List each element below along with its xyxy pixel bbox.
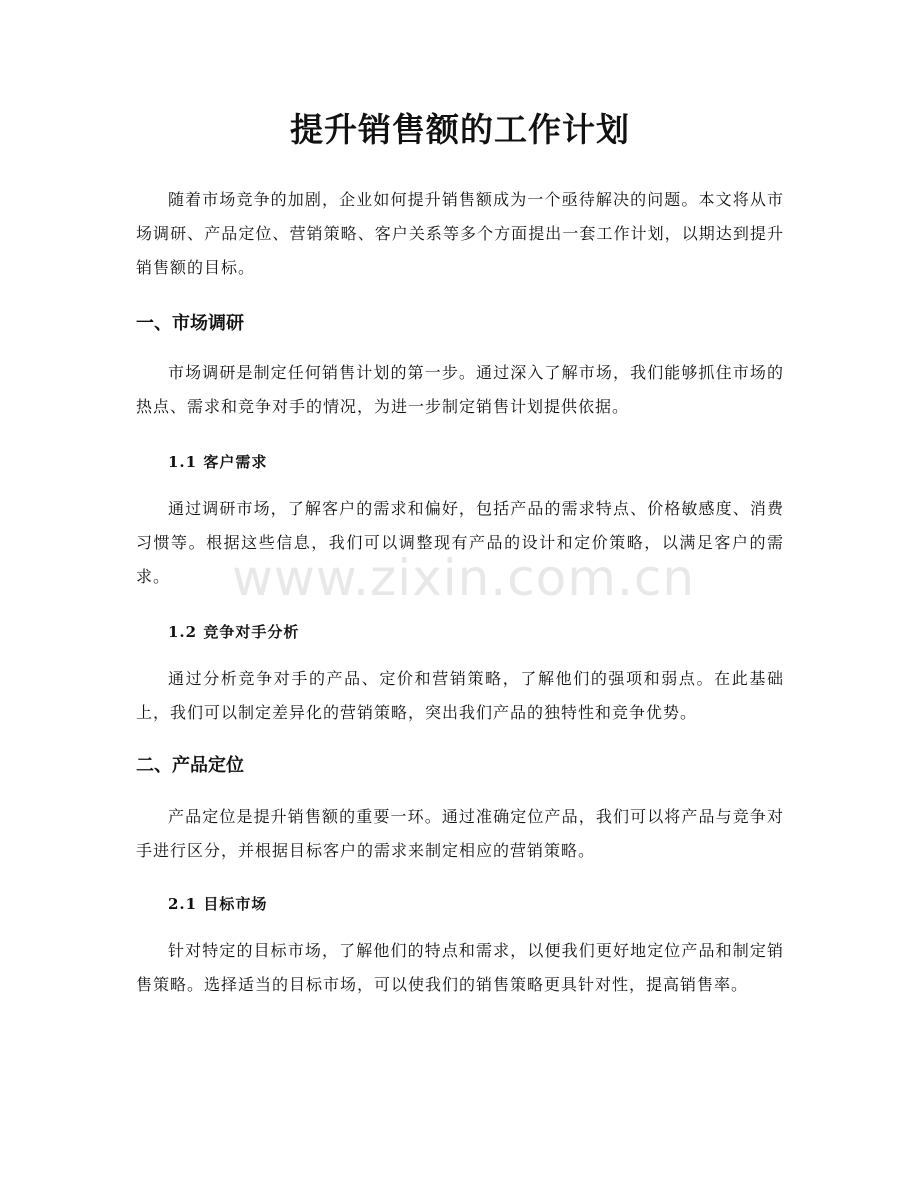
- document-title: 提升销售额的工作计划: [290, 110, 630, 149]
- section-2-paragraph: 产品定位是提升销售额的重要一环。通过准确定位产品，我们可以将产品与竞争对手进行区分，并根据目标客户的需求来制定相应的营销策略。: [136, 807, 784, 860]
- section-1-paragraph: 市场调研是制定任何销售计划的第一步。通过深入了解市场，我们能够抓住市场的热点、需求和竞争对手的情况，为进一步制定销售计划提供依据。: [136, 363, 784, 416]
- intro-paragraph: 随着市场竞争的加剧，企业如何提升销售额成为一个亟待解决的问题。本文将从市场调研、产品定位、营销策略、客户关系等多个方面提出一套工作计划，以期达到提升销售额的目标。: [136, 190, 784, 277]
- subsection-1-2-paragraph: 通过分析竞争对手的产品、定价和营销策略，了解他们的强项和弱点。在此基础上，我们可以制定差异化的营销策略，突出我们产品的独特性和竞争优势。: [136, 669, 784, 722]
- subsection-1-2-heading: 1.2 竞争对手分析: [168, 623, 300, 641]
- subsection-1-1-heading: 1.1 客户需求: [168, 453, 268, 471]
- subsection-2-1-heading: 2.1 目标市场: [168, 895, 268, 913]
- subsection-2-1-paragraph: 针对特定的目标市场，了解他们的特点和需求，以便我们更好地定位产品和制定销售策略。选择适当的目标市场，可以使我们的销售策略更具针对性，提高销售率。: [136, 941, 784, 994]
- section-2-heading: 二、产品定位: [136, 755, 244, 776]
- subsection-1-1-paragraph: 通过调研市场，了解客户的需求和偏好，包括产品的需求特点、价格敏感度、消费习惯等。根据这些信息，我们可以调整现有产品的设计和定价策略，以满足客户的需求。: [136, 499, 784, 586]
- section-1-heading: 一、市场调研: [136, 313, 244, 334]
- watermark: www.zixin.com.cn: [232, 549, 696, 607]
